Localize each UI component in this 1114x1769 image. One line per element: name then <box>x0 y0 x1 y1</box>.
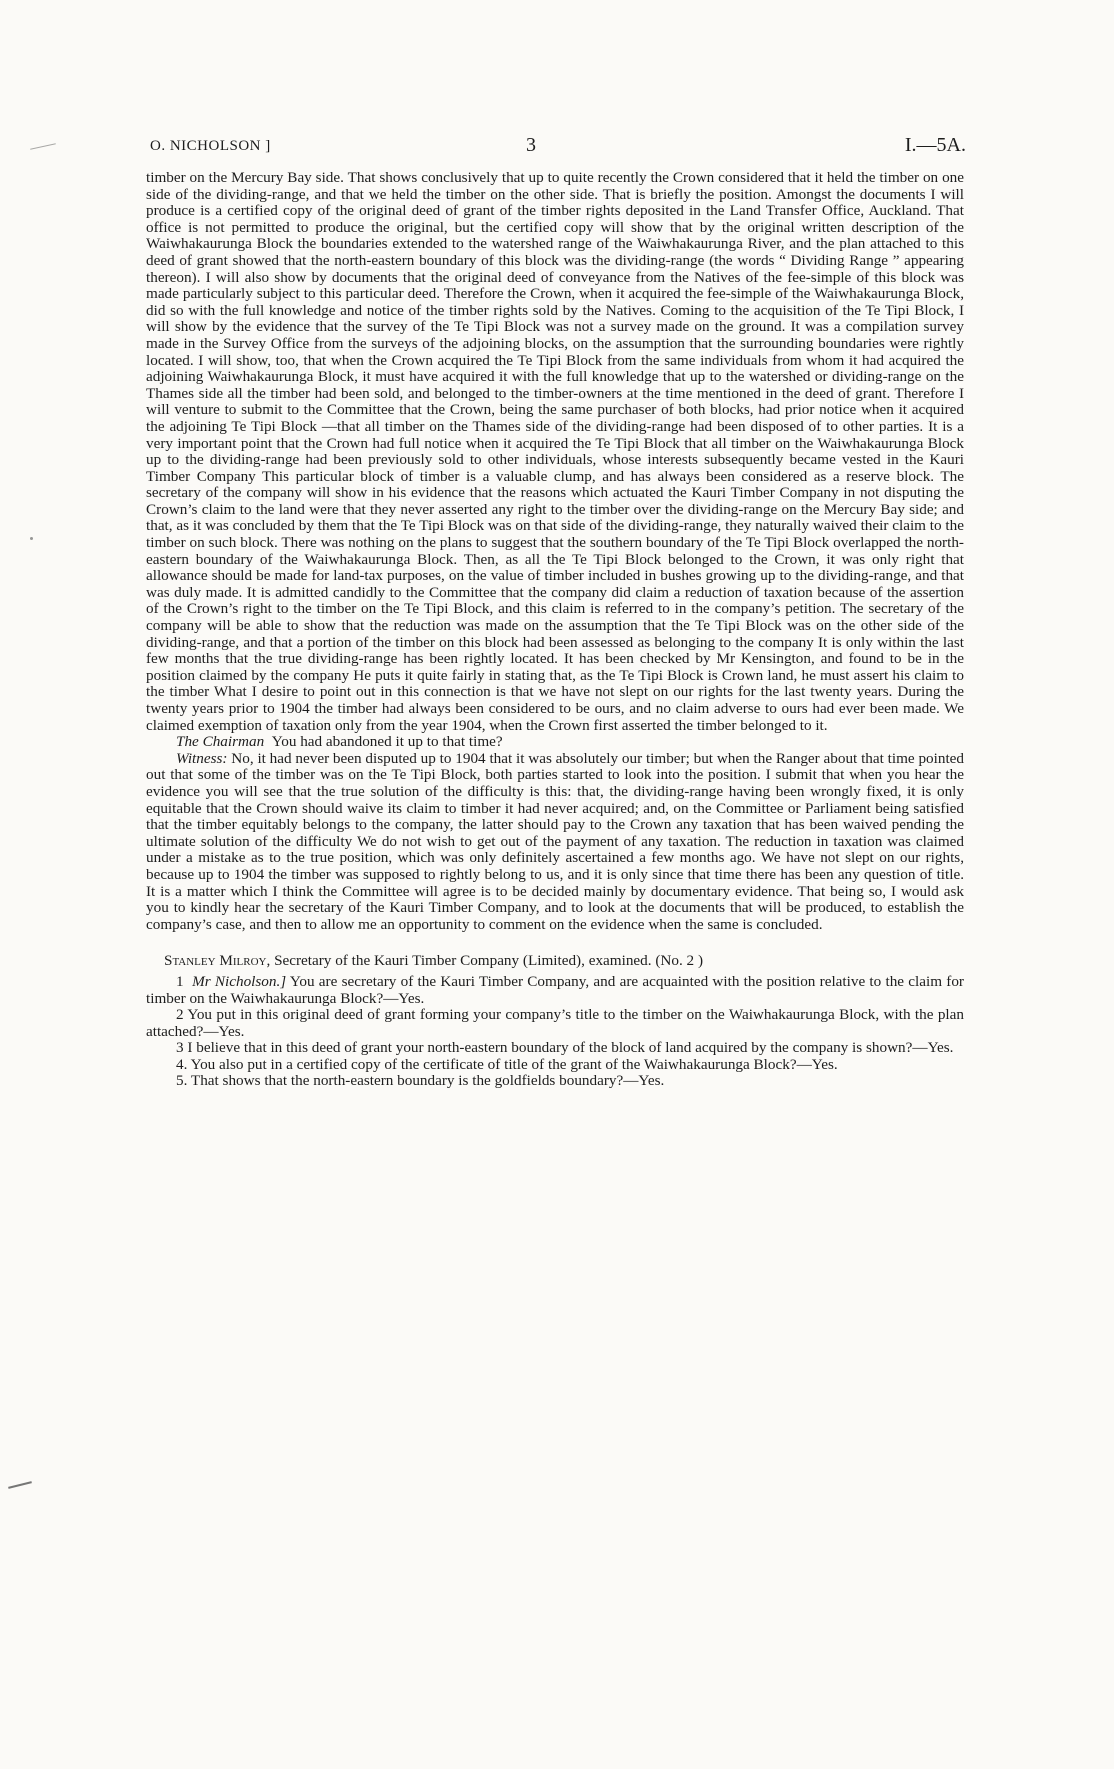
witness-answer: No, it had never been disputed up to 1904 that it was absolutely our timber; but when the Ranger about that time pointed out that some of the timber was on the Te Tipi Block, both parties started to look into the position. I submit that when you hear the evidence you will see that the true solution of the difficulty is this: that, the dividing-range having been wrongly fixed, it is only equitable that the Crown should waive its claim to timber it had never acquired; and, on the Committee or Parliament being satisfied that the timber equitably belongs to the company, the latter should pay to the Crown any taxation that has been waived pending the ultimate solution of the difficulty We do not wish to get out of the payment of any taxation. The reduction in taxation was claimed under a mistake as to the true position, which was only definitely ascertained a few months ago. We have not slept on our rights, because up to 1904 the timber was supposed to rightly belong to us, and it is only since that time there has been any question of title. It is a matter which I think the Committee will agree is to be decided mainly by documentary evidence. That being so, I would ask you to kindly hear the secretary of the Kauri Timber Company, and to look at the documents that will be produced, to establish the company’s case, and then to allow me an opportunity to comment on the evidence when the same is concluded. <box>146 749 964 933</box>
question-1 <box>146 974 964 1007</box>
margin-scan-mark-top <box>30 143 56 149</box>
paragraph-witness <box>146 751 964 934</box>
question-1-speaker: Mr Nicholson.] <box>192 972 287 990</box>
question-1-text: You are secretary of the Kauri Timber Company, and are acquainted with the position relative to the claim for timber on the Waiwhakaurunga Block?—Yes. <box>146 972 964 1007</box>
document-body <box>146 170 964 1090</box>
chairman-question: You had abandoned it up to that time? <box>271 733 503 751</box>
question-1-number: 1 <box>176 972 184 990</box>
speaker-chairman: The Chairman <box>176 733 265 751</box>
speaker-witness: Witness: <box>176 749 228 767</box>
section-heading <box>146 953 964 970</box>
page-header <box>150 134 966 160</box>
question-5: 5. That shows that the north-eastern boundary is the goldfields boundary?—Yes. <box>176 1072 665 1090</box>
paragraph-opening: timber on the Mercury Bay side. That shows conclusively that up to quite recently the Crown considered that it held the timber on one side of the dividing-range, and that we held the timber on the other side. That is briefly the position. Amongst the documents I will produce is a certified copy of the original deed of grant of the timber rights deposited in the Land Transfer Office, Auckland. That office is not permitted to produce the original, but the certified copy will show that by the original written description of the Waiwhakaurunga Block the boundaries extended to the watershed range of the Waiwhakaurunga River, and the plan attached to this deed of grant showed that the north-eastern boundary of this block was the dividing-range (the words “ Dividing Range ” appearing thereon). I will also show by documents that the original deed of conveyance from the Natives of the fee-simple of this block was made particularly subject to this particular deed. Therefore the Crown, when it acquired the fee-simple of the Waiwhakaurunga Block, did so with the full knowledge and notice of the timber rights sold by the Natives. Coming to the acquisition of the Te Tipi Block, I will show by the evidence that the survey of the Te Tipi Block was not a survey made on the ground. It was a compilation survey made in the Survey Office from the surveys of the adjoining blocks, on the assumption that the surrounding boundaries were rightly located. I will show, too, that when the Crown acquired the Te Tipi Block from the same individuals from whom it had acquired the adjoining Waiwhakaurunga Block, it must have acquired it with the full knowledge that up to the watershed or dividing-range on the Thames side all the timber had been sold, and belonged to the timber-owners at the time mentioned in the deed of grant. Therefore I will venture to submit to the Committee that the Crown, being the same purchaser of both blocks, had prior notice when it acquired the adjoining Te Tipi Block —that all timber on the Thames side of the dividing-range had been disposed of to other parties. It is a very important point that the Crown had full notice when it acquired the Te Tipi Block that all timber on the Waiwhakaurunga Block up to the dividing-range had been previously sold to other individuals, whose interests subsequently became vested in the Kauri Timber Company This particular block of timber is a valuable clump, and has always been considered as a reserve block. The secretary of the company will show in his evidence that the reasons which actuated the Kauri Timber Company in not disputing the Crown’s claim to the land were that they never asserted any right to the timber over the dividing-range on the Mercury Bay side; and that, as it was concluded by them that the Te Tipi Block was on that side of the dividing-range, they naturally waived their claim to the timber on such block. There was nothing on the plans to suggest that the southern boundary of the Te Tipi Block overlapped the north-eastern boundary of the Waiwhakaurunga Block. Then, as all the Te Tipi Block belonged to the Crown, it was only right that allowance should be made for land-tax purposes, on the value of timber included in bushes growing up to the dividing-range, and that was duly made. It is admitted candidly to the Committee that the company did claim a reduction of taxation because of the assertion of the Crown’s right to the timber on the Te Tipi Block, and this claim is referred to in the company’s petition. The secretary of the company will be able to show that the reduction was made on the assumption that the Te Tipi Block was on the other side of the dividing-range, and that a portion of the timber on this block had been assessed as belonging to the company It is only within the last few months that the true dividing-range has been rightly located. It has been checked by Mr Kensington, and found to be in the position claimed by the company He puts it quite fairly in stating that, as the Te Tipi Block is Crown land, he must assert his claim to the timber What I desire to point out in this connection is that we have not slept on our rights for the last twenty years. During the twenty years prior to 1904 the timber had always been considered to be ours, and no claim adverse to ours had ever been made. We claimed exemption of taxation only from the year 1904, when the Crown first asserted the timber belonged to it. <box>146 169 964 734</box>
page-number: 3 <box>526 134 536 156</box>
margin-scan-mark-bottom <box>8 1481 32 1489</box>
paragraph-chairman <box>146 734 964 751</box>
witness-title: Secretary of the Kauri Timber Company (Limited), examined. (No. 2 ) <box>274 952 704 970</box>
document-reference: I.—5A. <box>904 134 966 156</box>
header-author: O. NICHOLSON ] <box>150 138 271 154</box>
question-4: 4. You also put in a certified copy of the certificate of title of the grant of the Waiwhakaurunga Block?—Yes. <box>176 1055 838 1073</box>
witness-name: Stanley Milroy, <box>164 952 271 970</box>
question-3: 3 I believe that in this deed of grant your north-eastern boundary of the block of land acquired by the company is shown?—Yes. <box>176 1039 954 1057</box>
margin-scan-mark-dot <box>30 537 33 540</box>
question-2: 2 You put in this original deed of grant forming your company’s title to the timber on the Waiwhakaurunga Block, with the plan attached?—Yes. <box>146 1006 964 1040</box>
